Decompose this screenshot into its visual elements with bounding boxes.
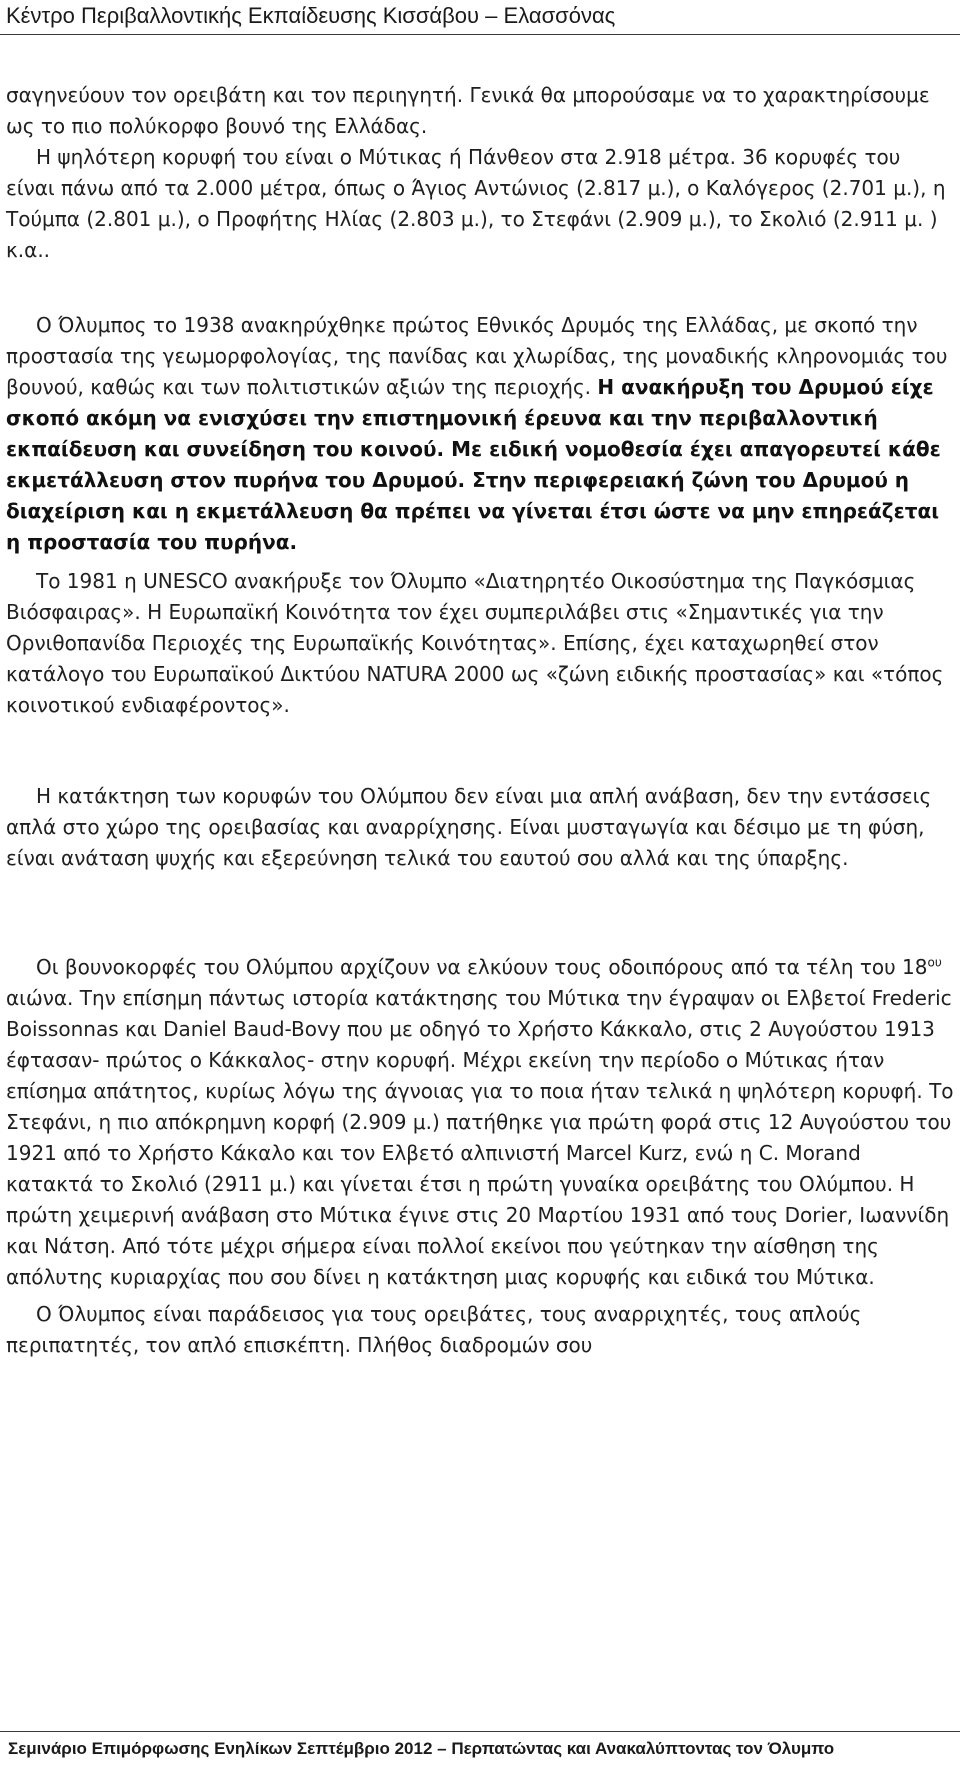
page-header (0, 0, 960, 35)
ordinal-superscript: ου (927, 955, 942, 970)
paragraph-climbing-history (6, 952, 954, 1293)
document-body (6, 80, 954, 1361)
paragraph-conquest-meaning-text: Η κατάκτηση των κορυφών του Ολύμπου δεν είναι μια απλή ανάβαση, δεν την εντάσσεις απλά στο χώρο της ορειβασίας και αναρρίχησης. Είναι μυσταγωγία και δέσιμο με τη φύση, είναι ανάταση ψυχής και εξερεύνηση τελικά του εαυτού σου αλλά και της ύπαρξης. (6, 784, 932, 870)
paragraph-national-park-text: Ο Όλυμπος το 1938 ανακηρύχθηκε πρώτος Εθνικός Δρυμός της Ελλάδας, με σκοπό την προστασία της γεωμορφολογίας, της πανίδας και χλωρίδας, της μοναδικής κληρονομιάς του βουνού, καθώς και των πολιτιστικών αξιών της περιοχής. (6, 313, 948, 399)
paragraph-climbing-history-text-a: Οι βουνοκορφές του Ολύμπου αρχίζουν να ελκύουν τους οδοιπόρους από τα τέλη του 18 (36, 955, 928, 979)
paragraph-olympus-peaks-intro: σαγηνεύουν τον ορειβάτη και τον περιηγητή. Γενικά θα μπορούσαμε να το χαρακτηρίσουμε ως το πιο πολύκορφο βουνό της Ελλάδας. (6, 83, 930, 138)
footer-title: Σεμινάριο Επιμόρφωσης Ενηλίκων Σεπτέμβριο 2012 – Περπατώντας και Ανακαλύπτοντας τον Όλυμπο (8, 1739, 835, 1758)
header-title: Κέντρο Περιβαλλοντικής Εκπαίδευσης Κισσάβου – Ελασσόνας (6, 3, 616, 28)
paragraph-unesco-text: Το 1981 η UNESCO ανακήρυξε τον Όλυμπο «Διατηρητέο Οικοσύστημα της Παγκόσμιας Βιόσφαιρας». Η Ευρωπαϊκή Κοινότητα τον έχει συμπεριλάβει στις «Σημαντικές για την Ορνιθοπανίδα Περιοχές της Ευρωπαϊκής Κοινότητας». Επίσης, έχει καταχωρηθεί στον κατάλογο του Ευρωπαϊκού Δικτύου NATURA 2000 ως «ζώνη ειδικής προστασίας» και «τόπος κοινοτικού ενδιαφέροντος». (6, 569, 944, 717)
page-footer (0, 1731, 960, 1767)
paragraph-national-park (6, 310, 954, 558)
paragraph-highest-peak-text: Η ψηλότερη κορυφή του είναι ο Μύτικας ή Πάνθεον στα 2.918 μέτρα. 36 κορυφές του είναι πάνω από τα 2.000 μέτρα, όπως ο Άγιος Αντώνιος (2.817 μ.), ο Καλόγερος (2.701 μ.), η Τούμπα (2.801 μ.), ο Προφήτης Ηλίας (2.803 μ.), το Στεφάνι (2.909 μ.), το Σκολιό (2.911 μ. ) κ.α.. (6, 145, 946, 262)
paragraph-unesco (6, 566, 954, 721)
paragraph-paradise-text: Ο Όλυμπος είναι παράδεισος για τους ορειβάτες, τους αναρριχητές, τους απλούς περιπατητές, τον απλό επισκέπτη. Πλήθος διαδρομών σου (6, 1302, 862, 1357)
paragraph-national-park-bold-text: Η ανακήρυξη του Δρυμού είχε σκοπό ακόμη να ενισχύσει την επιστημονική έρευνα και την περιβαλλοντική εκπαίδευση και συνείδηση του κοινού. Με ειδική νομοθεσία έχει απαγορευτεί κάθε εκμετάλλευση στον πυρήνα του Δρυμού. Στην περιφερειακή ζώνη του Δρυμού η διαχείριση και η εκμετάλλευση θα πρέπει να γίνεται έτσι ώστε να μην επηρεάζεται η προστασία του πυρήνα. (6, 375, 941, 554)
paragraph-climbing-history-text-b: αιώνα. Την επίσημη πάντως ιστορία κατάκτησης του Μύτικα την έγραψαν οι Ελβετοί Frederic Boissonnas και Daniel Baud-Bovy που με οδηγό το Χρήστο Κάκκαλο, στις 2 Αυγούστου 1913 έφτασαν- πρώτος ο Κάκκαλος- στην κορυφή. Μέχρι εκείνη την περίοδο ο Μύτικας ήταν επίσημα απάτητος, κυρίως λόγω της άγνοιας για το ποια ήταν τελικά η ψηλότερη κορυφή. Το Στεφάνι, η πιο απόκρημνη κορφή (2.909 μ.) πατήθηκε για πρώτη φορά στις 12 Αυγούστου του 1921 από το Χρήστο Κάκαλο και τον Ελβετό αλπινιστή Marcel Kurz, ενώ η C. Morand κατακτά το Σκολιό (2911 μ.) και γίνεται έτσι η πρώτη γυναίκα ορειβάτης του Ολύμπου. Η πρώτη χειμερινή ανάβαση στο Μύτικα έγινε στις 20 Μαρτίου 1931 από τους Dorier, Ιωαννίδη και Νάτση. Από τότε μέχρι σήμερα είναι πολλοί εκείνοι που γεύτηκαν την αίσθηση της απόλυτης κυριαρχίας που σου δίνει η κατάκτηση μιας κορυφής και ειδικά του Μύτικα. (6, 986, 954, 1289)
paragraph-paradise (6, 1299, 954, 1361)
paragraph-highest-peak (6, 142, 954, 266)
paragraph-conquest-meaning (6, 781, 954, 874)
